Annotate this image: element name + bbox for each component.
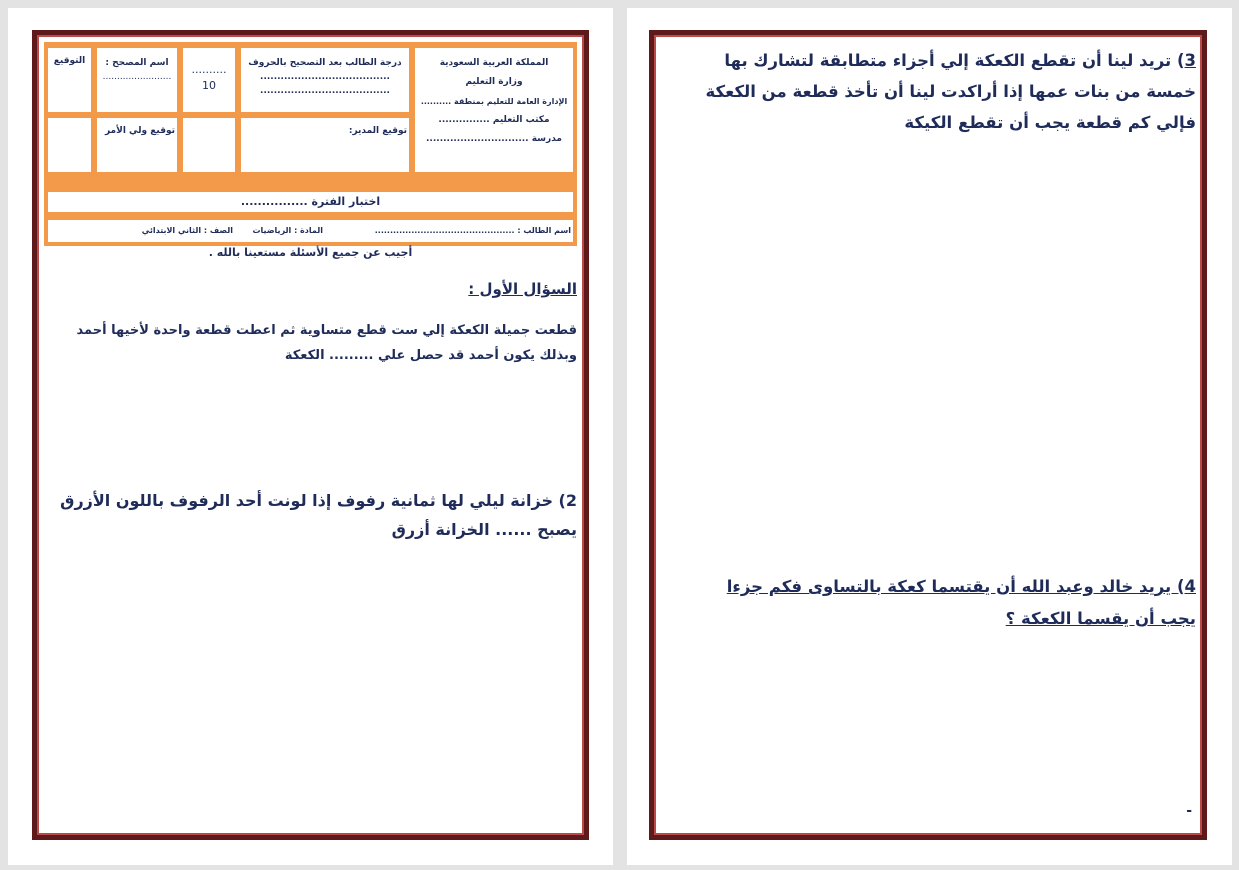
corrector-line: ........................ — [102, 72, 172, 82]
question-line: قطعت جميلة الكعكة إلي ست قطع متساوية ثم اعطت قطعة واحدة لأخيها أحمد — [76, 323, 577, 338]
kingdom-text: المملكة العربية السعودية — [439, 58, 549, 68]
student-info-box — [44, 216, 577, 246]
question-4-text — [660, 571, 1196, 635]
grade-label: درجة الطالب بعد التصحيح بالحروف — [248, 58, 402, 68]
ministry-text: وزارة التعليم — [465, 77, 523, 87]
corrector-label: اسم المصحح : — [105, 58, 169, 68]
question-line: 2) خزانة ليلي لها ثمانية رفوف إذا لونت أحد الرفوف باللون الأزرق — [60, 491, 577, 510]
corrector-cell — [97, 48, 177, 112]
grade-line: ...................................... — [260, 72, 390, 82]
exam-title: اختبار الفترة ................ — [240, 195, 381, 208]
guardian-signature-cell — [97, 118, 177, 172]
grade-words-cell — [241, 48, 409, 112]
exam-page-1 — [8, 8, 613, 865]
empty-cell — [183, 118, 235, 172]
question-line: يصبح ...... الخزانة أزرق — [391, 520, 577, 539]
question-3-number: 3 — [1184, 51, 1196, 70]
grade-line: ...................................... — [260, 86, 390, 96]
question-line: وبذلك يكون أحمد قد حصل علي ......... الكعكة — [284, 348, 577, 363]
question-3-text — [660, 45, 1196, 138]
question-line: 4) يريد خالد وعبد الله أن يقتسما كعكة بالتساوى فكم جزءا — [726, 577, 1196, 596]
signature-cell — [48, 48, 91, 112]
empty-cell — [48, 118, 91, 172]
score-total: 10 — [202, 79, 216, 92]
question-1-text — [44, 318, 577, 368]
header-table — [44, 42, 577, 192]
footer-mark: - — [1186, 803, 1192, 819]
grade-level-label: الصف : الثاني الابتدائي — [141, 226, 233, 235]
guardian-signature-label: توقيع ولي الأمر — [104, 126, 175, 136]
principal-signature-cell — [241, 118, 409, 172]
principal-signature-label: توقيع المدير: — [348, 126, 407, 136]
school-text: مدرسة .............................. — [426, 134, 562, 144]
signature-label: التوقيع — [53, 56, 86, 66]
admin-text: الإدارة العامة للتعليم بمنطقة .......... — [420, 97, 568, 106]
exam-title-box — [44, 188, 577, 216]
score-cell — [183, 48, 235, 112]
page-frame — [32, 30, 589, 840]
score-dots: .......... — [191, 63, 227, 76]
question-line: يجب أن يقسما الكعكة ؟ — [1005, 609, 1196, 628]
instruction-text: أجيب عن جميع الأسئلة مستعينا بالله . — [208, 246, 413, 259]
question-2-text — [44, 486, 577, 544]
subject-label: المادة : الرياضيات — [252, 226, 323, 235]
question-1-heading: السؤال الأول : — [468, 280, 577, 298]
exam-page-2 — [627, 8, 1232, 865]
student-name-field: اسم الطالب : .............................................. — [374, 226, 571, 235]
office-text: مكتب التعليم ............... — [438, 115, 550, 125]
school-info-cell — [415, 48, 573, 172]
question-line — [660, 45, 1196, 76]
page-frame — [649, 30, 1207, 840]
question-line: فإلي كم قطعة يجب أن تقطع الكيكة — [904, 113, 1196, 132]
question-line: خمسة من بنات عمها إذا أراكدت لينا أن تأخذ قطعة من الكعكة — [705, 82, 1196, 101]
question-line-text: ) تريد لينا أن تقطع الكعكة إلي أجزاء متطابقة لتشارك بها — [724, 51, 1185, 70]
